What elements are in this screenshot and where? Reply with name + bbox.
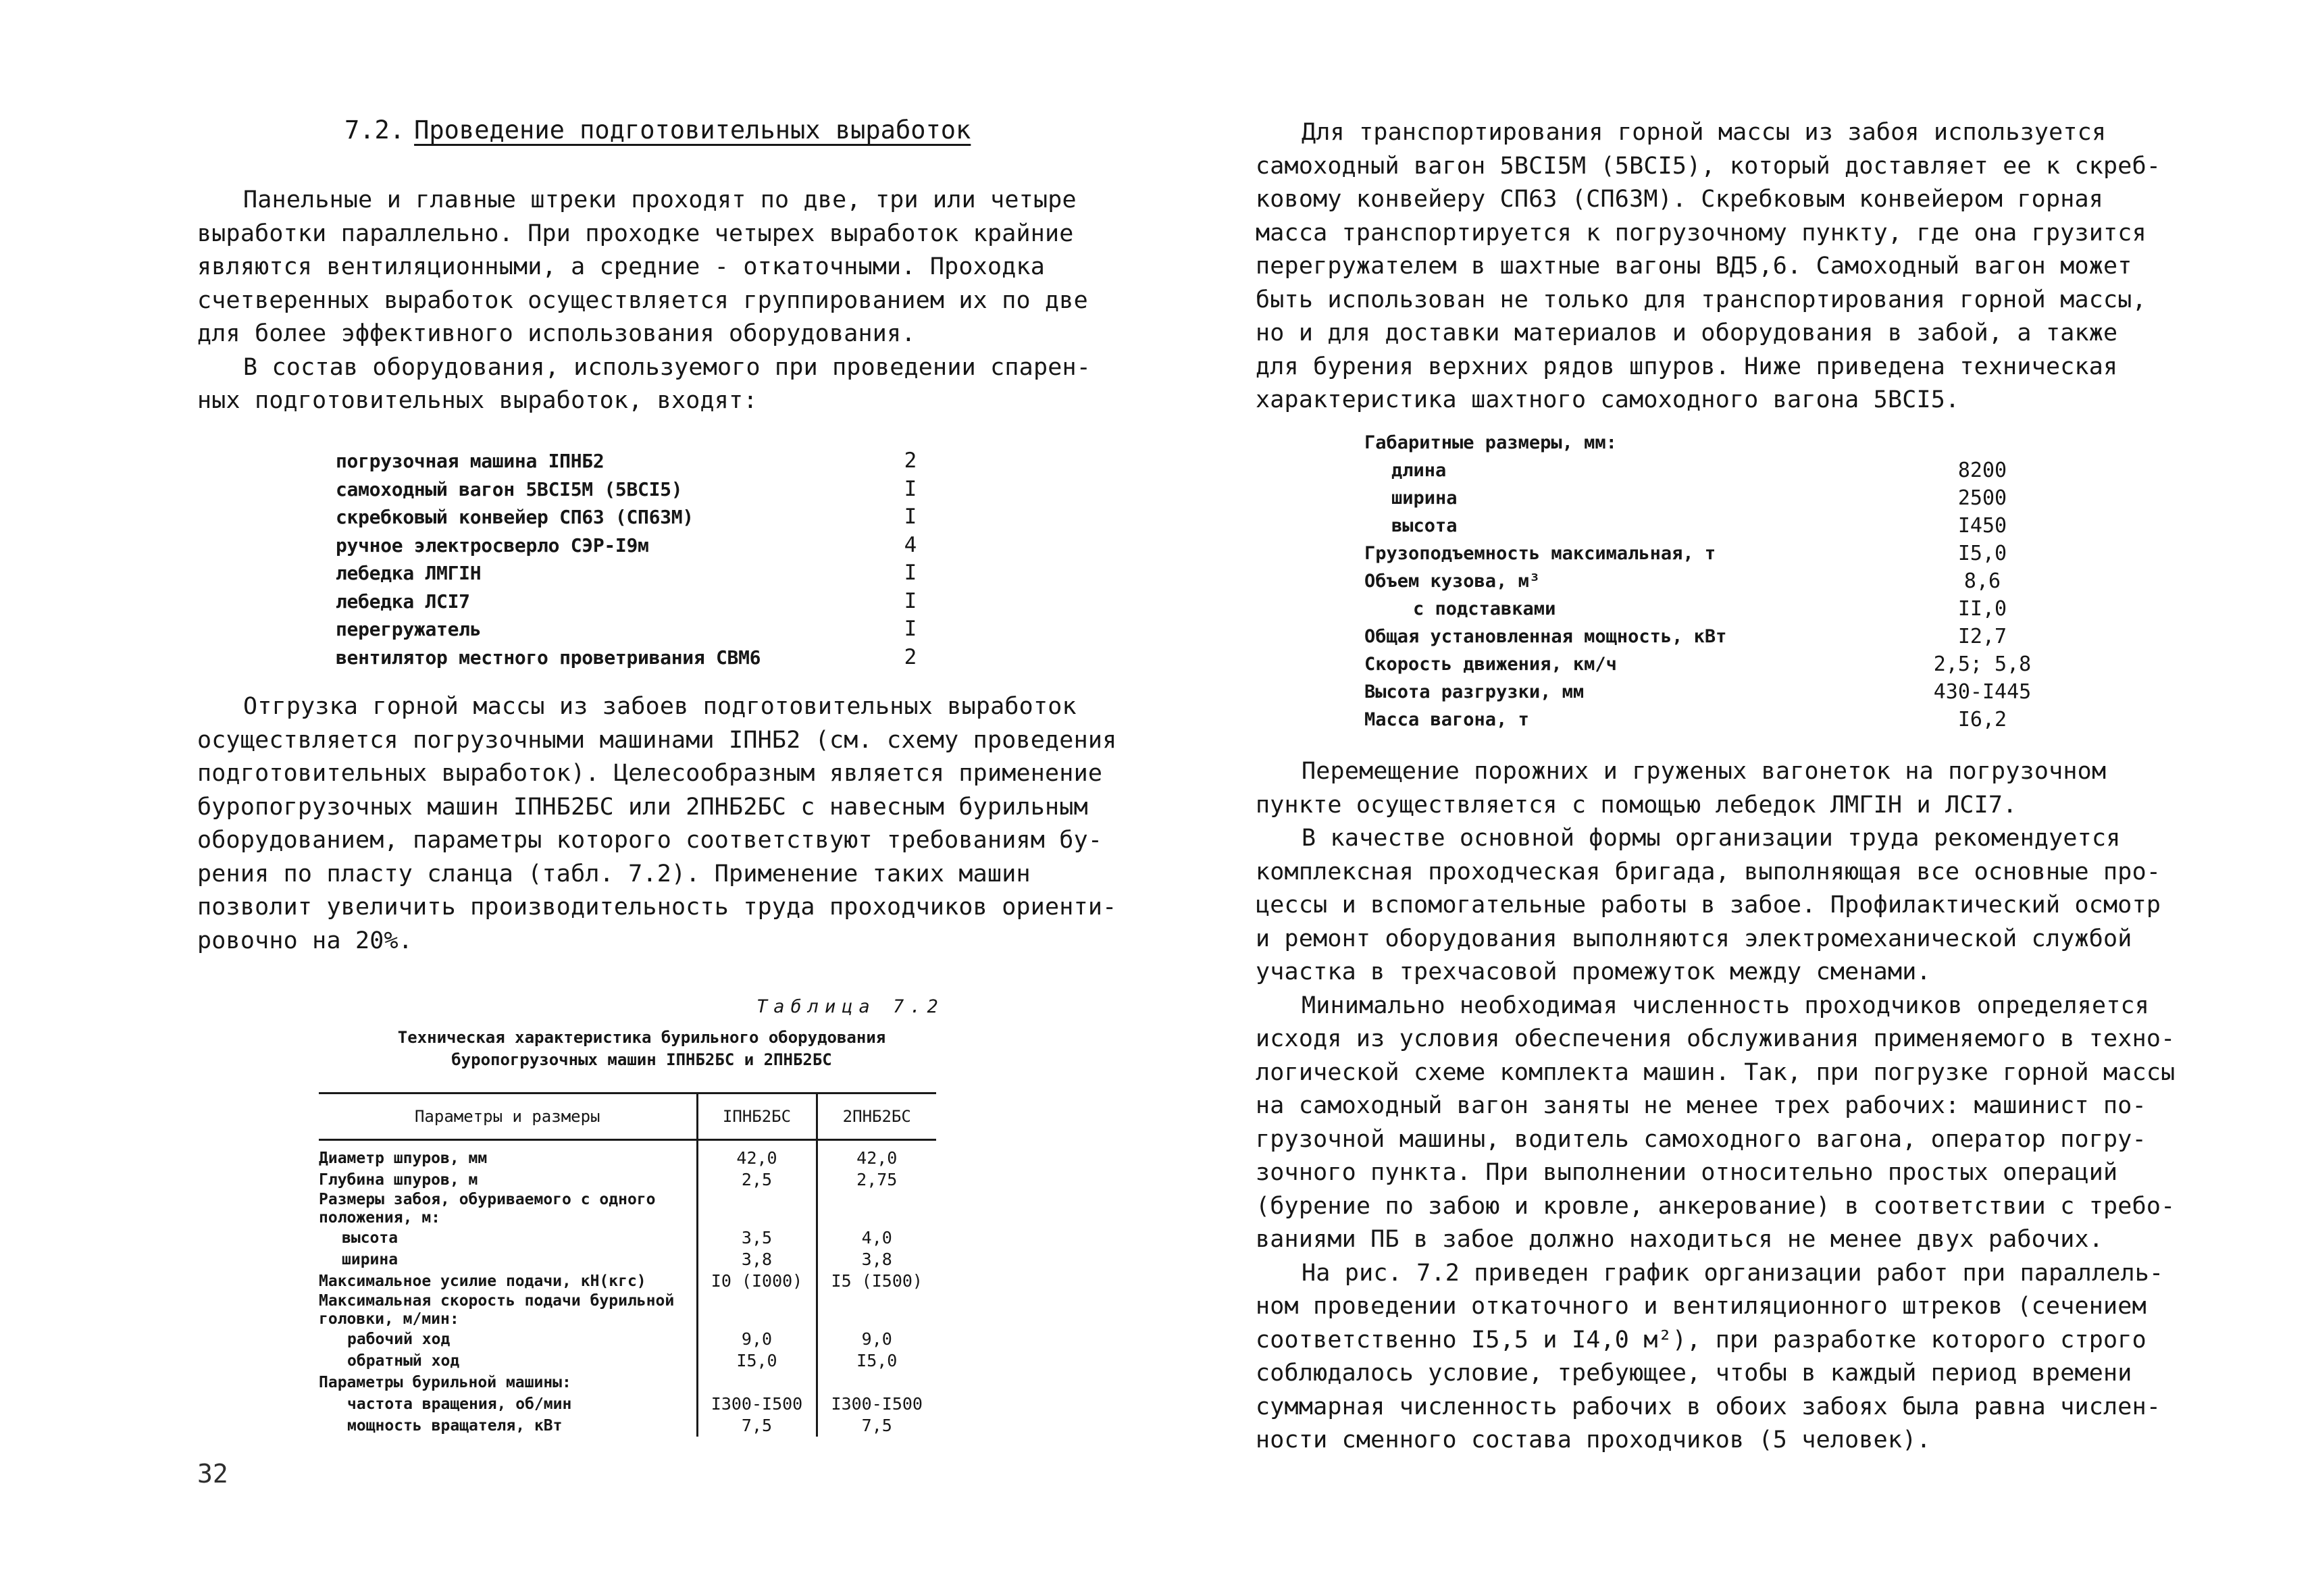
text-line: являются вентиляционными, а средние - откаточными. Проходка xyxy=(197,253,1046,280)
text-line: комплексная проходческая бригада, выполняющая все основные про- xyxy=(1256,858,2161,885)
list-item: вентилятор местного проветривания СВМ6 2 xyxy=(336,644,917,669)
list-item: погрузочная машина IПНБ2 2 xyxy=(336,448,917,473)
spec-row: Грузоподъемность максимальная, т I5,0 xyxy=(1364,542,2007,565)
text-line: ковому конвейеру СП63 (СП63М). Скребковым конвейером горная xyxy=(1256,186,2104,213)
text-line: буропогрузочных машин IПНБ2БС или 2ПНБ2БС с навесным бурильным xyxy=(197,793,1088,821)
section-heading xyxy=(344,113,971,147)
table-row: мощность вращателя, кВт 7,5 7,5 xyxy=(319,1415,936,1437)
tech-table xyxy=(319,1092,936,1437)
text-line: осуществляется погрузочными машинами IПНБ2 (см. схему проведения xyxy=(197,726,1117,754)
list-item: самоходный вагон 5ВСI5М (5ВСI5) I xyxy=(336,476,917,501)
table-row: Параметры бурильной машины: xyxy=(319,1372,936,1393)
text-line: Отгрузка горной массы из забоев подготовительных выработок xyxy=(243,693,1077,720)
text-line: Для транспортирования горной массы из забоя используется xyxy=(1302,119,2107,146)
table-title: Техническая характеристика бурильного оборудования буропогрузочных машин IПНБ2БС и 2ПНБ2БС xyxy=(397,1028,886,1069)
spec-row: с подставками II,0 xyxy=(1413,597,2007,621)
text-line: участка в трехчасовой промежуток между сменами. xyxy=(1256,958,1931,985)
text-line: соответственно I5,5 и I4,0 м²), при разработке которого строго xyxy=(1256,1326,2146,1354)
text-line: цессы и вспомогательные работы в забое. Профилактический осмотр xyxy=(1256,892,2161,919)
spec-row: Высота разгрузки, мм 430-I445 xyxy=(1364,680,2032,704)
list-item: лебедка ЛМГIН I xyxy=(336,561,917,585)
section-title: Проведение подготовительных выработок xyxy=(414,115,971,145)
text-line: зочного пункта. При выполнении относительно простых операций xyxy=(1256,1159,2118,1186)
list-item: скребковый конвейер СП63 (СП63М) I xyxy=(336,505,917,529)
text-line: масса транспортируется к погрузочному пункту, где она грузится xyxy=(1256,219,2146,247)
table-row: обратный ход I5,0 I5,0 xyxy=(319,1350,936,1372)
table-row: Размеры забоя, обуриваемого с одного положения, м: xyxy=(319,1191,936,1227)
text-line: пункте осуществляется с помощью лебедок ЛМГIН и ЛСI7. xyxy=(1256,791,2017,819)
paragraph-intro xyxy=(197,184,1091,418)
section-number: 7.2. xyxy=(344,115,405,145)
text-line: (бурение по забою и кровле, анкерование) в соответствии с требо- xyxy=(1256,1192,2176,1220)
text-line: для более эффективного использования оборудования. xyxy=(197,320,916,347)
text-line: Панельные и главные штреки проходят по две, три или четыре xyxy=(243,186,1077,213)
paragraph-loading xyxy=(197,690,1117,958)
page-number: 32 xyxy=(197,1459,228,1489)
text-line: рения по пласту сланца (табл. 7.2). Применение таких машин xyxy=(197,860,1031,887)
spec-row: Объем кузова, м³ 8,6 xyxy=(1364,569,2001,593)
table-header-row xyxy=(319,1093,936,1140)
text-line: соблюдалось условие, требующее, чтобы в каждый период времени xyxy=(1256,1360,2132,1387)
text-line: для бурения верхних рядов шпуров. Ниже приведена техническая xyxy=(1256,353,2118,380)
text-line: логической схеме комплекта машин. Так, при погрузке горной массы xyxy=(1256,1058,2176,1086)
text-line: счетверенных выработок осуществляется группированием их по две xyxy=(197,286,1088,314)
text-line: ном проведении откаточного и вентиляционного штреков (сечением xyxy=(1256,1293,2146,1320)
text-line: на самоходный вагон заняты не менее трех рабочих: машинист по- xyxy=(1256,1092,2146,1119)
text-line: оборудованием, параметры которого соответствуют требованиям бу- xyxy=(197,827,1103,854)
table-row: высота 3,5 4,0 xyxy=(319,1227,936,1249)
table-row: Глубина шпуров, м 2,5 2,75 xyxy=(319,1169,936,1191)
table-row: Максимальное усилие подачи, кН(кгс) I0 (I000) I5 (I500) xyxy=(319,1270,936,1292)
spec-row: Скорость движения, км/ч 2,5; 5,8 xyxy=(1364,652,2032,676)
text-line: перегружателем в шахтные вагоны ВД5,6. Самоходный вагон может xyxy=(1256,253,2132,280)
paragraph-transport xyxy=(1256,116,2161,417)
column-header: IПНБ2БС xyxy=(697,1093,817,1140)
text-line: ных подготовительных выработок, входят: xyxy=(197,387,758,414)
text-line: В состав оборудования, используемого при проведении спарен- xyxy=(243,353,1091,381)
text-line: Минимально необходимая численность проходчиков определяется xyxy=(1302,992,2150,1019)
spec-row: Масса вагона, т I6,2 xyxy=(1364,708,2007,731)
list-item: ручное электросверло СЭР-I9м 4 xyxy=(336,532,917,557)
list-item: перегружатель I xyxy=(336,617,917,641)
text-line: самоходный вагон 5ВСI5М (5ВСI5), который доставляет ее к скреб- xyxy=(1256,152,2161,180)
table-row: рабочий ход 9,0 9,0 xyxy=(319,1329,936,1350)
equipment-list xyxy=(336,447,917,671)
text-line: позволит увеличить производительность труда проходчиков ориенти- xyxy=(197,894,1117,921)
text-line: грузочной машины, водитель самоходного вагона, оператор погру- xyxy=(1256,1125,2146,1153)
text-line: исходя из условия обеспечения обслуживания применяемого в техно- xyxy=(1256,1025,2176,1052)
text-line: и ремонт оборудования выполняются электромеханической службой xyxy=(1256,925,2132,952)
right-page xyxy=(1157,0,2314,1596)
text-line: но и для доставки материалов и оборудования в забой, а также xyxy=(1256,319,2118,346)
text-line: ровочно на 20%. xyxy=(197,927,413,954)
text-line: ваниями ПБ в забое должно находиться не менее двух рабочих. xyxy=(1256,1226,2104,1253)
list-item: лебедка ЛСI7 I xyxy=(336,588,917,613)
text-line: характеристика шахтного самоходного вагона 5ВСI5. xyxy=(1256,386,1960,413)
text-line: выработки параллельно. При проходке четырех выработок крайние xyxy=(197,220,1074,247)
table-row: Максимальная скорость подачи бурильной головки, м/мин: xyxy=(319,1292,936,1329)
spec-row: Габаритные размеры, мм: xyxy=(1364,432,1617,453)
spec-row: длина 8200 xyxy=(1391,459,2007,482)
column-header: 2ПНБ2БС xyxy=(817,1093,936,1140)
text-line: Перемещение порожних и груженых вагонеток на погрузочном xyxy=(1302,758,2107,785)
spec-row: ширина 2500 xyxy=(1391,486,2007,510)
vehicle-specs xyxy=(1364,429,2040,733)
text-line: подготовительных выработок). Целесообразным является применение xyxy=(197,760,1103,787)
spec-row: высота I450 xyxy=(1391,514,2007,538)
table-row: частота вращения, об/мин I300-I500 I300-I500 xyxy=(319,1393,936,1415)
column-header: Параметры и размеры xyxy=(319,1093,697,1140)
text-line: На рис. 7.2 приведен график организации работ при параллель- xyxy=(1302,1259,2164,1287)
spec-row: Общая установленная мощность, кВт I2,7 xyxy=(1364,625,2007,648)
table-row: ширина 3,8 3,8 xyxy=(319,1249,936,1270)
table-row: Диаметр шпуров, мм 42,0 42,0 xyxy=(319,1140,936,1170)
text-line: ности сменного состава проходчиков (5 человек). xyxy=(1256,1426,1931,1453)
table-label: Таблица 7.2 xyxy=(756,996,944,1017)
text-line: суммарная численность рабочих в обоих забоях была равна числен- xyxy=(1256,1393,2161,1420)
text-line: быть использован не только для транспортирования горной массы, xyxy=(1256,286,2146,313)
text-line: В качестве основной формы организации труда рекомендуется xyxy=(1302,825,2121,852)
paragraph-organization xyxy=(1256,755,2176,1458)
